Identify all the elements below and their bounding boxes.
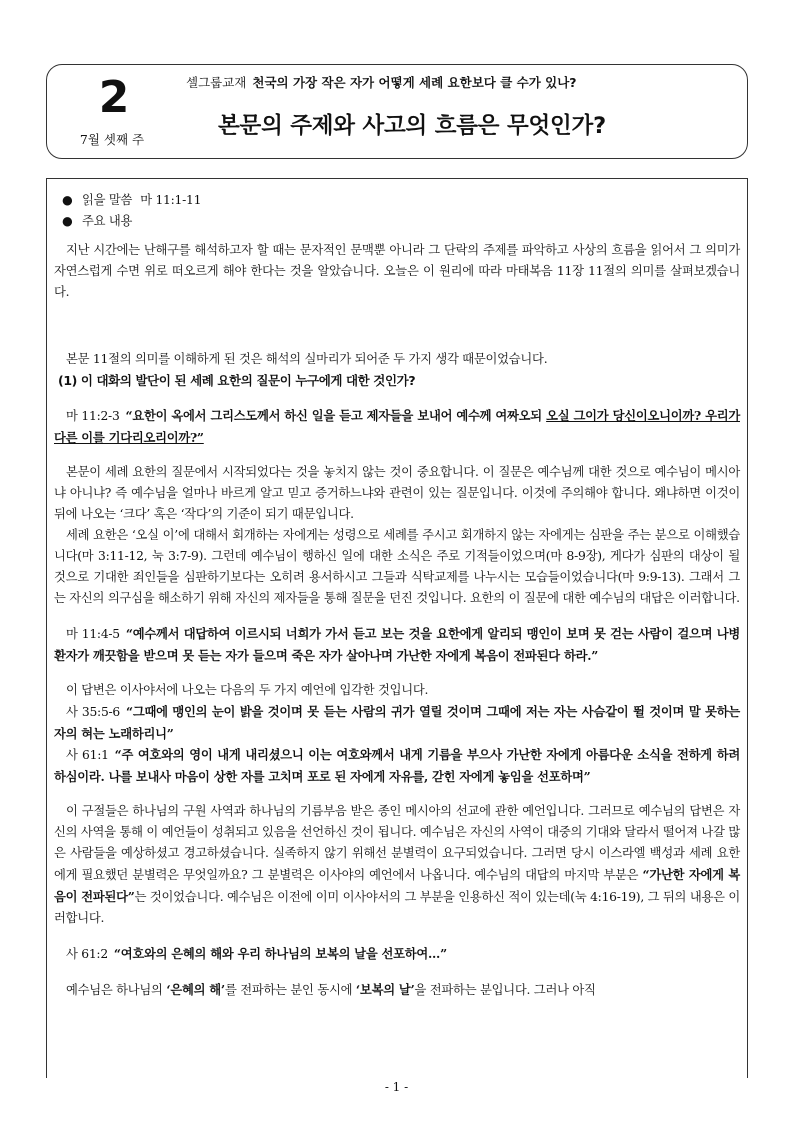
bullet-icon: ● — [62, 193, 73, 207]
quote-text: “그때에 맹인의 눈이 밝을 것이며 못 듣는 사람의 귀가 열릴 것이며 그때에 저는 자는 사슴같이 뛸 것이며 말 못하는 자의 혀는 노래하리니” — [54, 704, 740, 741]
bullet-main — [62, 211, 740, 232]
series-line — [186, 73, 577, 91]
series-name: 셀그룹교재 — [186, 75, 247, 90]
paragraph-4: 세례 요한은 ‘오실 이’에 대해서 회개하는 자에게는 성령으로 세례를 주시고 회개하지 않는 자에게는 심판을 주는 분으로 이해했습니다(마 3:11-12, 눅 3:7-9). 그런데 예수님이 행하신 일에 대한 소식은 주로 기적들이었으며(마 8-9장), 게다가 심판의 대상이 될 것으로 기대한 죄인들을 심판하기보다는 오히려 용서하시고 그들과 식탁교제를 나누시는 모습들이었습니다(마 9:9-13). 그래서 그는 자신의 의구심을 해소하기 위해 자신의 제자들을 통해 질문을 던진 것입니다. 요한의 이 질문에 대한 예수님의 대답은 이러합니다. — [54, 528, 740, 605]
page-number: - 1 - — [384, 1080, 409, 1094]
week-label: 7월 셋째 주 — [79, 132, 145, 147]
paragraph-6 — [54, 801, 740, 929]
paragraph-text: 를 전파하는 분인 동시에 — [224, 983, 356, 997]
intro-paragraph: 지난 시간에는 난해구를 해석하고자 할 때는 문자적인 문맥뿐 아니라 그 단락의 주제를 파악하고 사상의 흐름을 읽어서 그 의미가 자연스럽게 수면 위로 떠오르게 해야 한다는 것을 알았습니다. 오늘은 이 원리에 따라 마태복음 11장 11절의 의미를 살펴보겠습니다. — [54, 243, 740, 299]
quote-text: “주 여호와의 영이 내게 내리셨으니 이는 여호와께서 내게 기름을 부으사 가난한 자에게 아름다운 소식을 전하게 하려 하심이라. 나를 보내사 마음이 상한 자를 고치며 포로 된 자에게 자유를, 갇힌 자에게 놓임을 선포하며” — [54, 747, 740, 784]
paragraph-5: 이 답변은 이사야서에 나오는 다음의 두 가지 예언에 입각한 것입니다. — [66, 683, 429, 697]
paragraph-text: 예수님은 하나님의 — [66, 983, 167, 997]
verse-ref: 마 11:4-5 — [66, 627, 120, 641]
verse-ref: 사 61:1 — [66, 748, 109, 762]
verse-ref: 마 11:2-3 — [66, 409, 120, 423]
verse-ref: 사 35:5-6 — [66, 705, 121, 719]
section-heading-1: (1) 이 대화의 발단이 된 세례 요한의 질문이 누구에게 대한 것인가? — [58, 373, 416, 388]
quote-text: “요한이 옥에서 그리스도께서 하신 일을 듣고 제자들을 보내어 예수께 여짜오되 — [125, 408, 547, 423]
bullet-label: 읽을 말씀 — [82, 193, 133, 207]
paragraph-text: 을 전파하는 분입니다. 그러나 아직 — [414, 983, 596, 997]
paragraph-3: 본문이 세례 요한의 질문에서 시작되었다는 것을 놓치지 않는 것이 중요합니다. 이 질문은 예수님께 대한 것으로 예수님이 메시아냐 아니냐? 즉 예수님을 얼마나 바르게 알고 믿고 증거하느냐와 관련이 있는 질문입니다. 이것에 주의해야 합니다. 왜냐하면 이것이 뒤에 나오는 ‘크다’ 혹은 ‘작다’의 기준이 되기 때문입니다. — [54, 465, 740, 521]
emphasis-text: ‘은혜의 해’ — [166, 982, 225, 997]
content-body — [54, 190, 740, 1001]
quote-text: “예수께서 대답하여 이르시되 너희가 가서 듣고 보는 것을 요한에게 알리되 맹인이 보며 못 걷는 사람이 걸으며 나병환자가 깨끗함을 받으며 못 듣는 자가 들으며 죽은 자가 살아나며 가난한 자에게 복음이 전파된다 하라.” — [54, 626, 740, 663]
quote-text: “여호와의 은혜의 해와 우리 하나님의 보복의 날을 선포하여…” — [113, 946, 447, 961]
bullet-ref: 마 11:1-11 — [140, 193, 202, 207]
paragraph-text: 는 것이었습니다. 예수님은 이전에 이미 이사야서의 그 부분을 인용하신 적이 있는데(눅 4:16-19), 그 뒤의 내용은 이러합니다. — [54, 890, 741, 925]
verse-ref: 사 61:2 — [66, 947, 108, 961]
quote-underlined: 오실 그이가 당신이오니이까? 우리가 다른 이를 기다리오리이까?” — [54, 408, 740, 445]
paragraph-2: 본문 11절의 의미를 이해하게 된 것은 해석의 실마리가 되어준 두 가지 생각 때문이었습니다. — [66, 352, 548, 366]
quote-mt-11-4-5 — [54, 623, 740, 666]
emphasis-text: ‘보복의 날’ — [355, 982, 415, 997]
paragraph-text: 이 구절들은 하나님의 구원 사역과 하나님의 기름부음 받은 종인 메시아의 선교에 관한 예언입니다. 그러므로 예수님의 답변은 자신의 사역을 통해 이 예언들이 성취되고 있음을 선언하신 것이 됩니다. 예수님은 자신의 사역이 대중의 기대와 달라서 떨어져 나갈 많은 사람들을 예상하셨고 경고하셨습니다. 실족하지 않기 위해선 분별력이 요구되었습니다. 그러면 당시 이스라엘 백성과 세례 요한에게 필요했던 분별력은 무엇일까요? 그 분별력은 이사야의 예언에서 나옵니다. 예수님의 대답의 마지막 부분은 — [54, 804, 740, 882]
lesson-number: 2 — [98, 72, 130, 123]
quote-is-35-5-6 — [54, 701, 740, 744]
emphasis-text: “가난한 자에게 복음이 전파된다” — [54, 867, 740, 904]
bullet-icon: ● — [62, 214, 73, 228]
quote-mt-11-2-3 — [54, 405, 740, 448]
lesson-topic: 천국의 가장 작은 자가 어떻게 세례 요한보다 클 수가 있나? — [252, 75, 577, 90]
paragraph-7 — [54, 979, 740, 1001]
quote-is-61-1 — [54, 744, 740, 787]
bullet-reading — [62, 190, 740, 211]
page-title: 본문의 주제와 사고의 흐름은 무엇인가? — [218, 113, 606, 139]
bullet-label: 주요 내용 — [82, 214, 133, 228]
quote-is-61-2 — [54, 943, 740, 965]
